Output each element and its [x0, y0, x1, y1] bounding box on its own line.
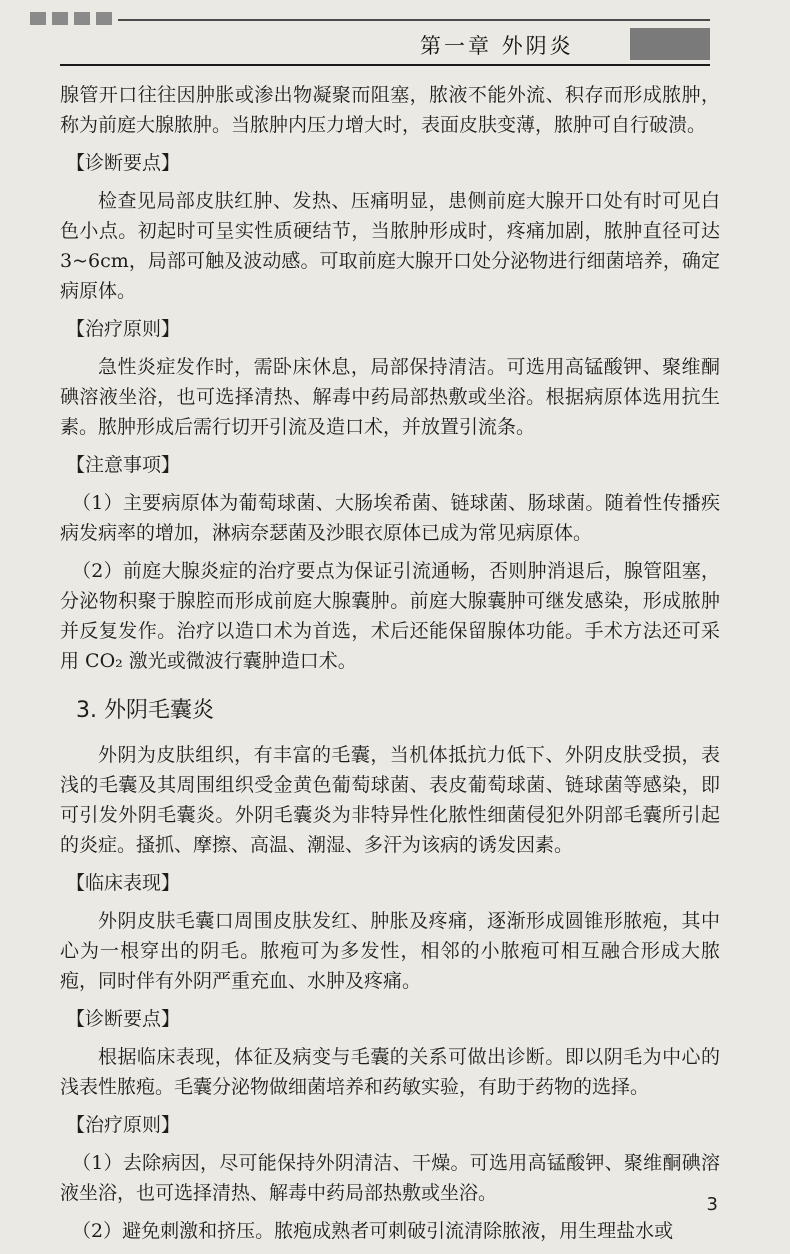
section-heading: 【临床表现】	[66, 872, 181, 894]
paragraph: 外阴皮肤毛囊口周围皮肤发红、肿胀及疼痛，逐渐形成圆锥形脓疱，其中心为一根穿出的阴毛。脓疱可为多发性，相邻的小脓疱可相互融合形成大脓疱，同时伴有外阴严重充血、水肿及疼痛。	[60, 910, 720, 992]
list-item: （2）避免刺激和挤压。脓疱成熟者可刺破引流清除脓液，用生理盐水或	[72, 1220, 674, 1242]
section-heading: 【治疗原则】	[66, 1114, 181, 1136]
header-decoration	[30, 12, 112, 26]
header-rule-top	[118, 19, 710, 21]
paragraph: 外阴为皮肤组织，有丰富的毛囊，当机体抵抗力低下、外阴皮肤受损，表浅的毛囊及其周围组织受金黄色葡萄球菌、表皮葡萄球菌、链球菌等感染，即可引发外阴毛囊炎。外阴毛囊炎为非特异性化脓性细菌侵犯外阴部毛囊所引起的炎症。搔抓、摩擦、高温、潮湿、多汗为该病的诱发因素。	[60, 744, 720, 856]
page-number: 3	[706, 1194, 718, 1215]
paragraph: 急性炎症发作时，需卧床休息，局部保持清洁。可选用高锰酸钾、聚维酮碘溶液坐浴，也可选择清热、解毒中药局部热敷或坐浴。根据病原体选用抗生素。脓肿形成后需行切开引流及造口术，并放置引流条。	[60, 356, 720, 438]
section-heading: 【注意事项】	[66, 454, 181, 476]
section-heading: 【诊断要点】	[66, 1008, 181, 1030]
list-item: （2）前庭大腺炎症的治疗要点为保证引流通畅，否则肿消退后，腺管阻塞，分泌物积聚于腺腔而形成前庭大腺囊肿。前庭大腺囊肿可继发感染，形成脓肿并反复发作。治疗以造口术为首选，术后还能保留腺体功能。手术方法还可采用 CO₂ 激光或微波行囊肿造口术。	[60, 560, 720, 672]
header-tab	[630, 28, 710, 60]
section-title: 3. 外阴毛囊炎	[76, 698, 214, 723]
page-body	[60, 80, 720, 1254]
chapter-title: 第一章 外阴炎	[420, 34, 574, 58]
paragraph: 根据临床表现，体征及病变与毛囊的关系可做出诊断。即以阴毛为中心的浅表性脓疱。毛囊分泌物做细菌培养和药敏实验，有助于药物的选择。	[60, 1046, 720, 1098]
section-heading: 【治疗原则】	[66, 318, 181, 340]
paragraph: 腺管开口往往因肿胀或渗出物凝聚而阻塞，脓液不能外流、积存而形成脓肿，称为前庭大腺脓肿。当脓肿内压力增大时，表面皮肤变薄，脓肿可自行破溃。	[60, 84, 720, 136]
list-item: （1）去除病因，尽可能保持外阴清洁、干燥。可选用高锰酸钾、聚维酮碘溶液坐浴，也可选择清热、解毒中药局部热敷或坐浴。	[60, 1152, 720, 1204]
section-heading: 【诊断要点】	[66, 152, 181, 174]
header-rule-bottom	[60, 64, 710, 66]
paragraph: 检查见局部皮肤红肿、发热、压痛明显，患侧前庭大腺开口处有时可见白色小点。初起时可呈实性质硬结节，当脓肿形成时，疼痛加剧，脓肿直径可达3~6cm，局部可触及波动感。可取前庭大腺开口处分泌物进行细菌培养，确定病原体。	[60, 190, 720, 302]
list-item: （1）主要病原体为葡萄球菌、大肠埃希菌、链球菌、肠球菌。随着性传播疾病发病率的增加，淋病奈瑟菌及沙眼衣原体已成为常见病原体。	[60, 492, 720, 544]
